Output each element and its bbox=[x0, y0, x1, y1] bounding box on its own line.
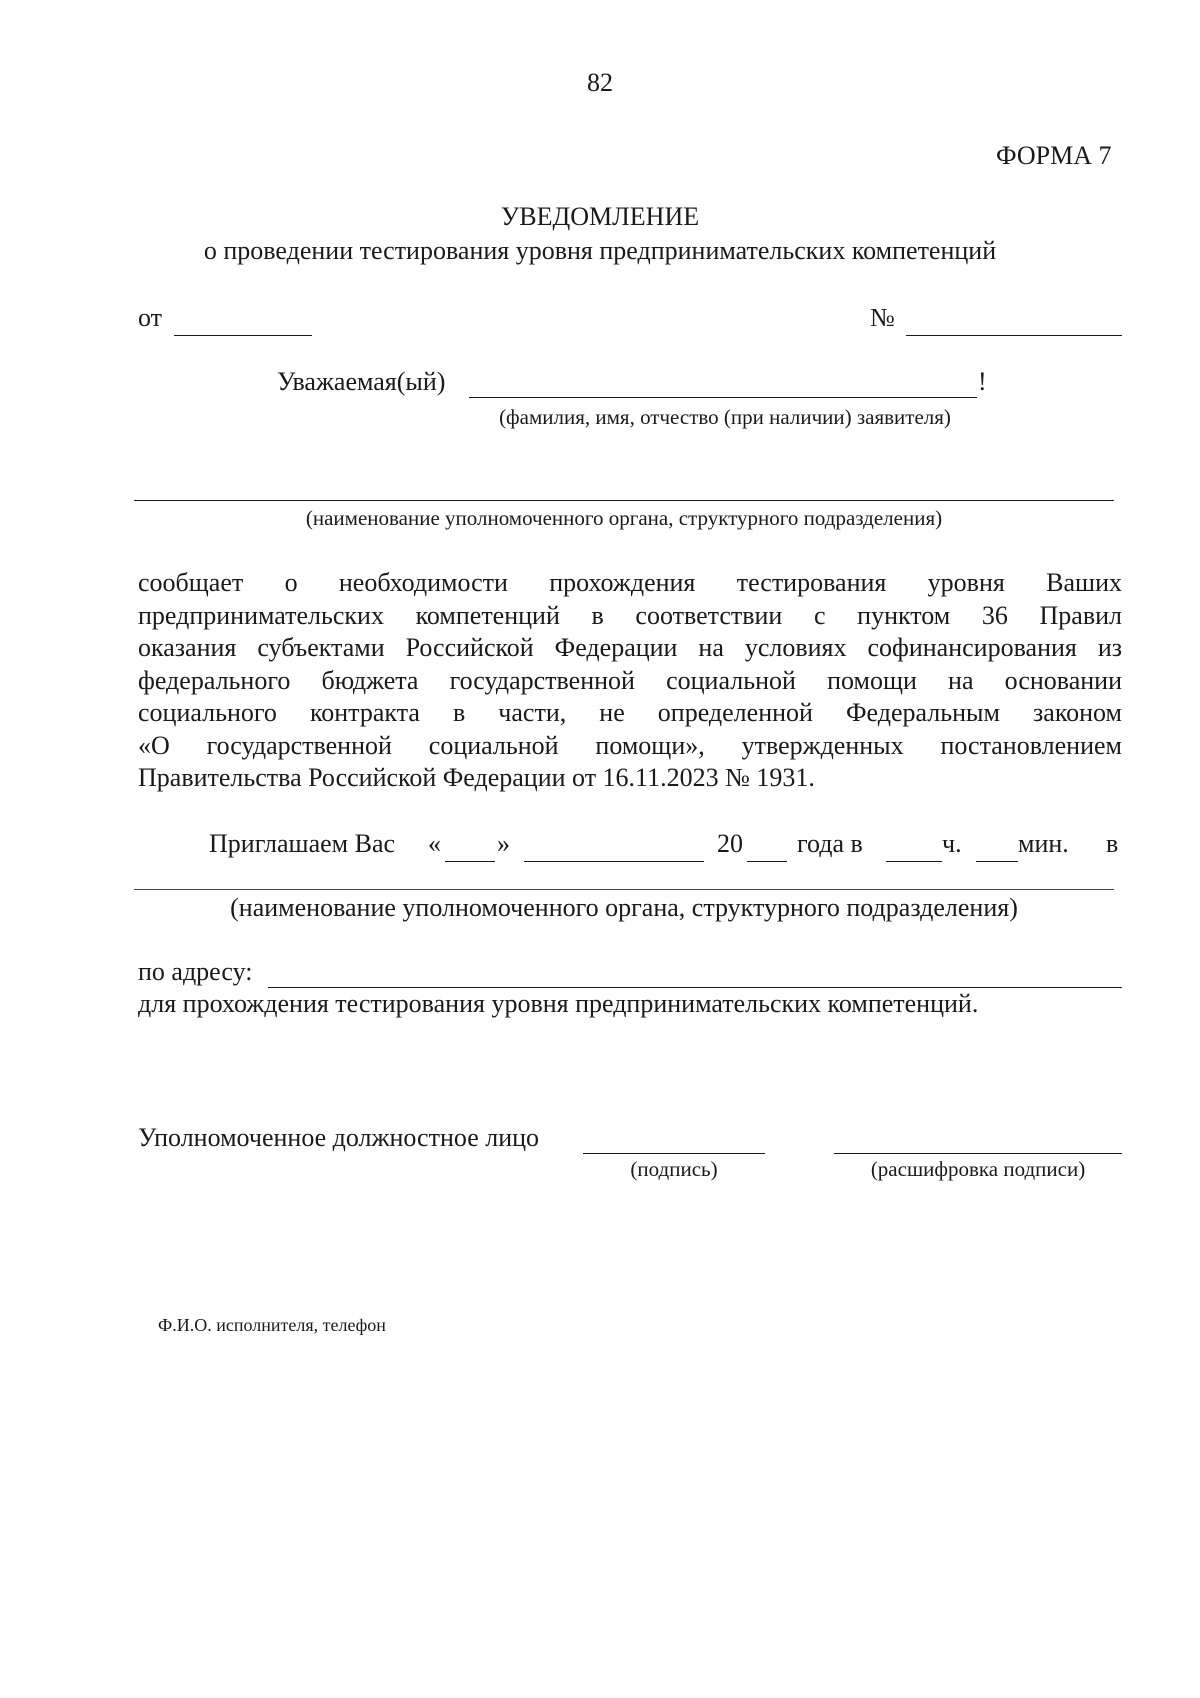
executor-label: Ф.И.О. исполнителя, телефон bbox=[158, 1315, 386, 1335]
official-label: Уполномоченное должностное лицо bbox=[138, 1123, 540, 1152]
invite-minutes-label: мин. bbox=[1018, 829, 1069, 858]
form-label: ФОРМА 7 bbox=[996, 141, 1112, 170]
organ-name-blank[interactable] bbox=[134, 500, 1114, 501]
from-label: от bbox=[138, 303, 163, 332]
document-subtitle: о проведении тестирования уровня предпринимательских компетенций bbox=[203, 236, 997, 265]
invite-year-blank[interactable] bbox=[747, 861, 787, 862]
invite-organ-blank[interactable] bbox=[134, 889, 1114, 890]
organ-caption: (наименование уполномоченного органа, структурного подразделения) bbox=[305, 506, 943, 530]
invite-hours-blank[interactable] bbox=[886, 861, 942, 862]
body-line: предпринимательских компетенций в соответствии с пунктом 36 Правил bbox=[138, 600, 1122, 630]
purpose-line: для прохождения тестирования уровня предпринимательских компетенций. bbox=[138, 989, 979, 1018]
number-label: № bbox=[870, 303, 895, 332]
body-line: Правительства Российской Федерации от 16.11.2023 № 1931. bbox=[138, 763, 815, 792]
address-blank[interactable] bbox=[268, 987, 1122, 988]
number-blank[interactable] bbox=[906, 335, 1122, 336]
body-line: «О государственной социальной помощи», утвержденных постановлением bbox=[138, 730, 1122, 760]
signature-caption: (подпись) bbox=[630, 1157, 718, 1181]
page-number: 82 bbox=[587, 68, 613, 97]
body-line: социального контракта в части, не определенной Федеральным законом bbox=[138, 698, 1122, 727]
invite-day-blank[interactable] bbox=[445, 861, 495, 862]
greeting-label: Уважаемая(ый) bbox=[277, 367, 446, 396]
invite-year-prefix: 20 bbox=[717, 829, 743, 858]
signature-blank[interactable] bbox=[583, 1153, 765, 1154]
invite-quote-close: » bbox=[497, 829, 510, 858]
invite-minutes-blank[interactable] bbox=[976, 861, 1018, 862]
from-date-blank[interactable] bbox=[174, 335, 312, 336]
body-paragraph bbox=[138, 567, 1122, 795]
invite-quote-open: « bbox=[428, 829, 441, 858]
greeting-exclamation: ! bbox=[978, 367, 987, 396]
invite-month-blank[interactable] bbox=[524, 861, 704, 862]
invite-in-label: в bbox=[1106, 829, 1119, 858]
body-line: федерального бюджета государственной социальной помощи на основании bbox=[138, 665, 1122, 695]
invite-prefix: Приглашаем Вас bbox=[209, 829, 396, 858]
document-title: УВЕДОМЛЕНИЕ bbox=[500, 202, 700, 231]
body-line: оказания субъектами Российской Федерации на условиях софинансирования из bbox=[138, 633, 1122, 662]
invite-hours-label: ч. bbox=[942, 829, 962, 858]
greeting-caption: (фамилия, имя, отчество (при наличии) заявителя) bbox=[499, 405, 951, 429]
applicant-name-blank[interactable] bbox=[469, 397, 977, 398]
address-label: по адресу: bbox=[138, 957, 253, 986]
body-line: сообщает о необходимости прохождения тестирования уровня Ваших bbox=[138, 568, 1122, 597]
invite-year-suffix: года в bbox=[797, 829, 863, 858]
decoding-caption: (расшифровка подписи) bbox=[870, 1157, 1086, 1181]
decoding-blank[interactable] bbox=[834, 1153, 1122, 1154]
invite-organ-caption: (наименование уполномоченного органа, структурного подразделения) bbox=[230, 893, 1018, 922]
